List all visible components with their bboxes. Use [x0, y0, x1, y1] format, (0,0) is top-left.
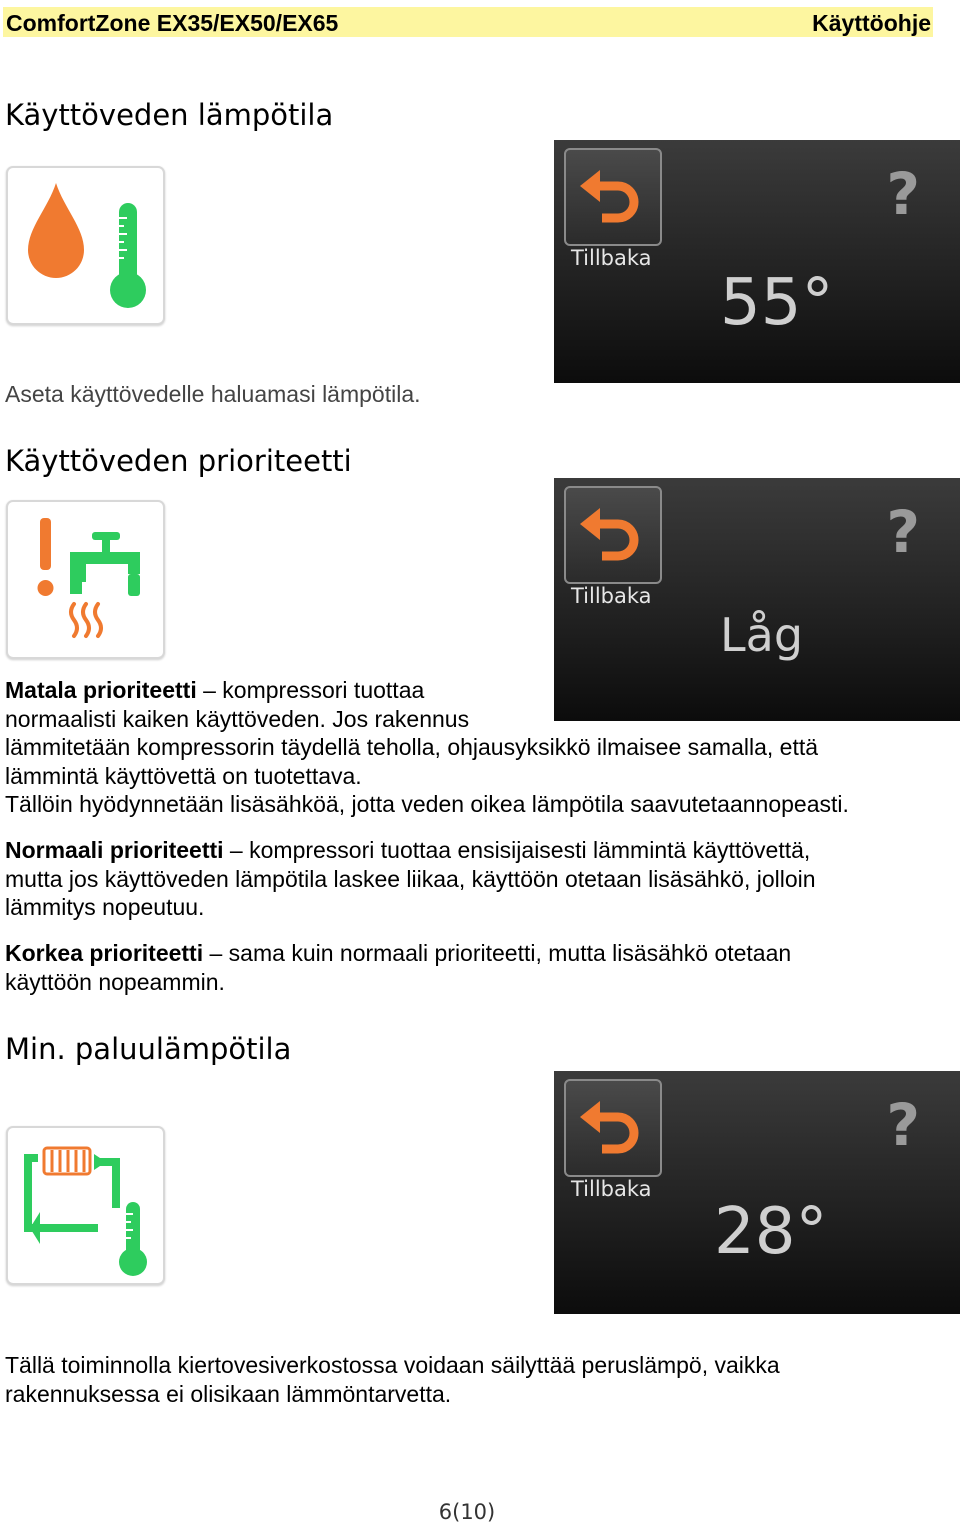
- dhw-temp-menu-icon: [6, 166, 165, 325]
- high-priority-term: Korkea prioriteetti: [5, 940, 204, 966]
- section-heading-dhw-priority: Käyttöveden prioriteetti: [5, 444, 352, 478]
- normal-priority-term: Normaali prioriteetti: [5, 837, 224, 863]
- back-button[interactable]: [564, 148, 662, 246]
- help-icon[interactable]: ?: [886, 160, 920, 228]
- dhw-temp-value[interactable]: 55°: [720, 266, 834, 340]
- page-number: 6(10): [438, 1500, 496, 1524]
- back-arrow-icon: [566, 150, 660, 244]
- back-label: Tillbaka: [571, 246, 652, 270]
- back-arrow-icon: [566, 1081, 660, 1175]
- help-icon[interactable]: ?: [886, 498, 920, 566]
- section-heading-dhw-temp: Käyttöveden lämpötila: [5, 98, 334, 132]
- dhw-priority-menu-icon: [6, 500, 165, 659]
- document-type: Käyttöohje: [812, 10, 931, 36]
- min-return-description: Tällä toiminnolla kiertovesiverkostossa voidaan säilyttää peruslämpö, vaikka rakennuksessa ei olisikaan lämmöntarvetta.: [5, 1352, 780, 1407]
- dhw-temp-description: Aseta käyttövedelle haluamasi lämpötila.: [5, 381, 421, 407]
- normal-priority-paragraph: Normaali prioriteetti – kompressori tuottaa ensisijaisesti lämmintä käyttövettä, mutta jos käyttöveden lämpötila laskee liikaa, käyttöön otetaan lisäsähkö, jolloin lämmitys nopeutuu.: [5, 837, 816, 921]
- radiator-circuit-thermometer-icon: [8, 1128, 163, 1283]
- low-priority-term: Matala prioriteetti: [5, 677, 197, 703]
- back-button[interactable]: [564, 486, 662, 584]
- back-label: Tillbaka: [571, 584, 652, 608]
- product-name: ComfortZone EX35/EX50/EX65: [6, 10, 339, 36]
- min-return-value[interactable]: 28°: [714, 1195, 828, 1269]
- water-drop-thermometer-icon: [8, 168, 163, 323]
- dhw-priority-value[interactable]: Låg: [720, 608, 804, 662]
- min-return-menu-icon: [6, 1126, 165, 1285]
- back-label: Tillbaka: [571, 1177, 652, 1201]
- dhw-temp-screen: [554, 140, 960, 383]
- back-button[interactable]: [564, 1079, 662, 1177]
- priority-tap-icon: [8, 502, 163, 657]
- low-priority-paragraph: Matala prioriteetti – kompressori tuottaa normaalisti kaiken käyttöveden. Jos rakennus lämmitetään kompressorin täydellä teholla, ohjausyksikkö ilmaisee samalla, että lämmintä käyttövettä on tuotettava. Tällöin hyödynnetään lisäsähköä, jotta veden oikea lämpötila saavutetaannopeasti.: [5, 677, 849, 818]
- high-priority-paragraph: Korkea prioriteetti – sama kuin normaali prioriteetti, mutta lisäsähkö otetaan käyttöön nopeammin.: [5, 940, 792, 995]
- min-return-screen: [554, 1071, 960, 1314]
- section-heading-min-return: Min. paluulämpötila: [5, 1032, 292, 1066]
- back-arrow-icon: [566, 488, 660, 582]
- page-header: [3, 7, 933, 37]
- help-icon[interactable]: ?: [886, 1091, 920, 1159]
